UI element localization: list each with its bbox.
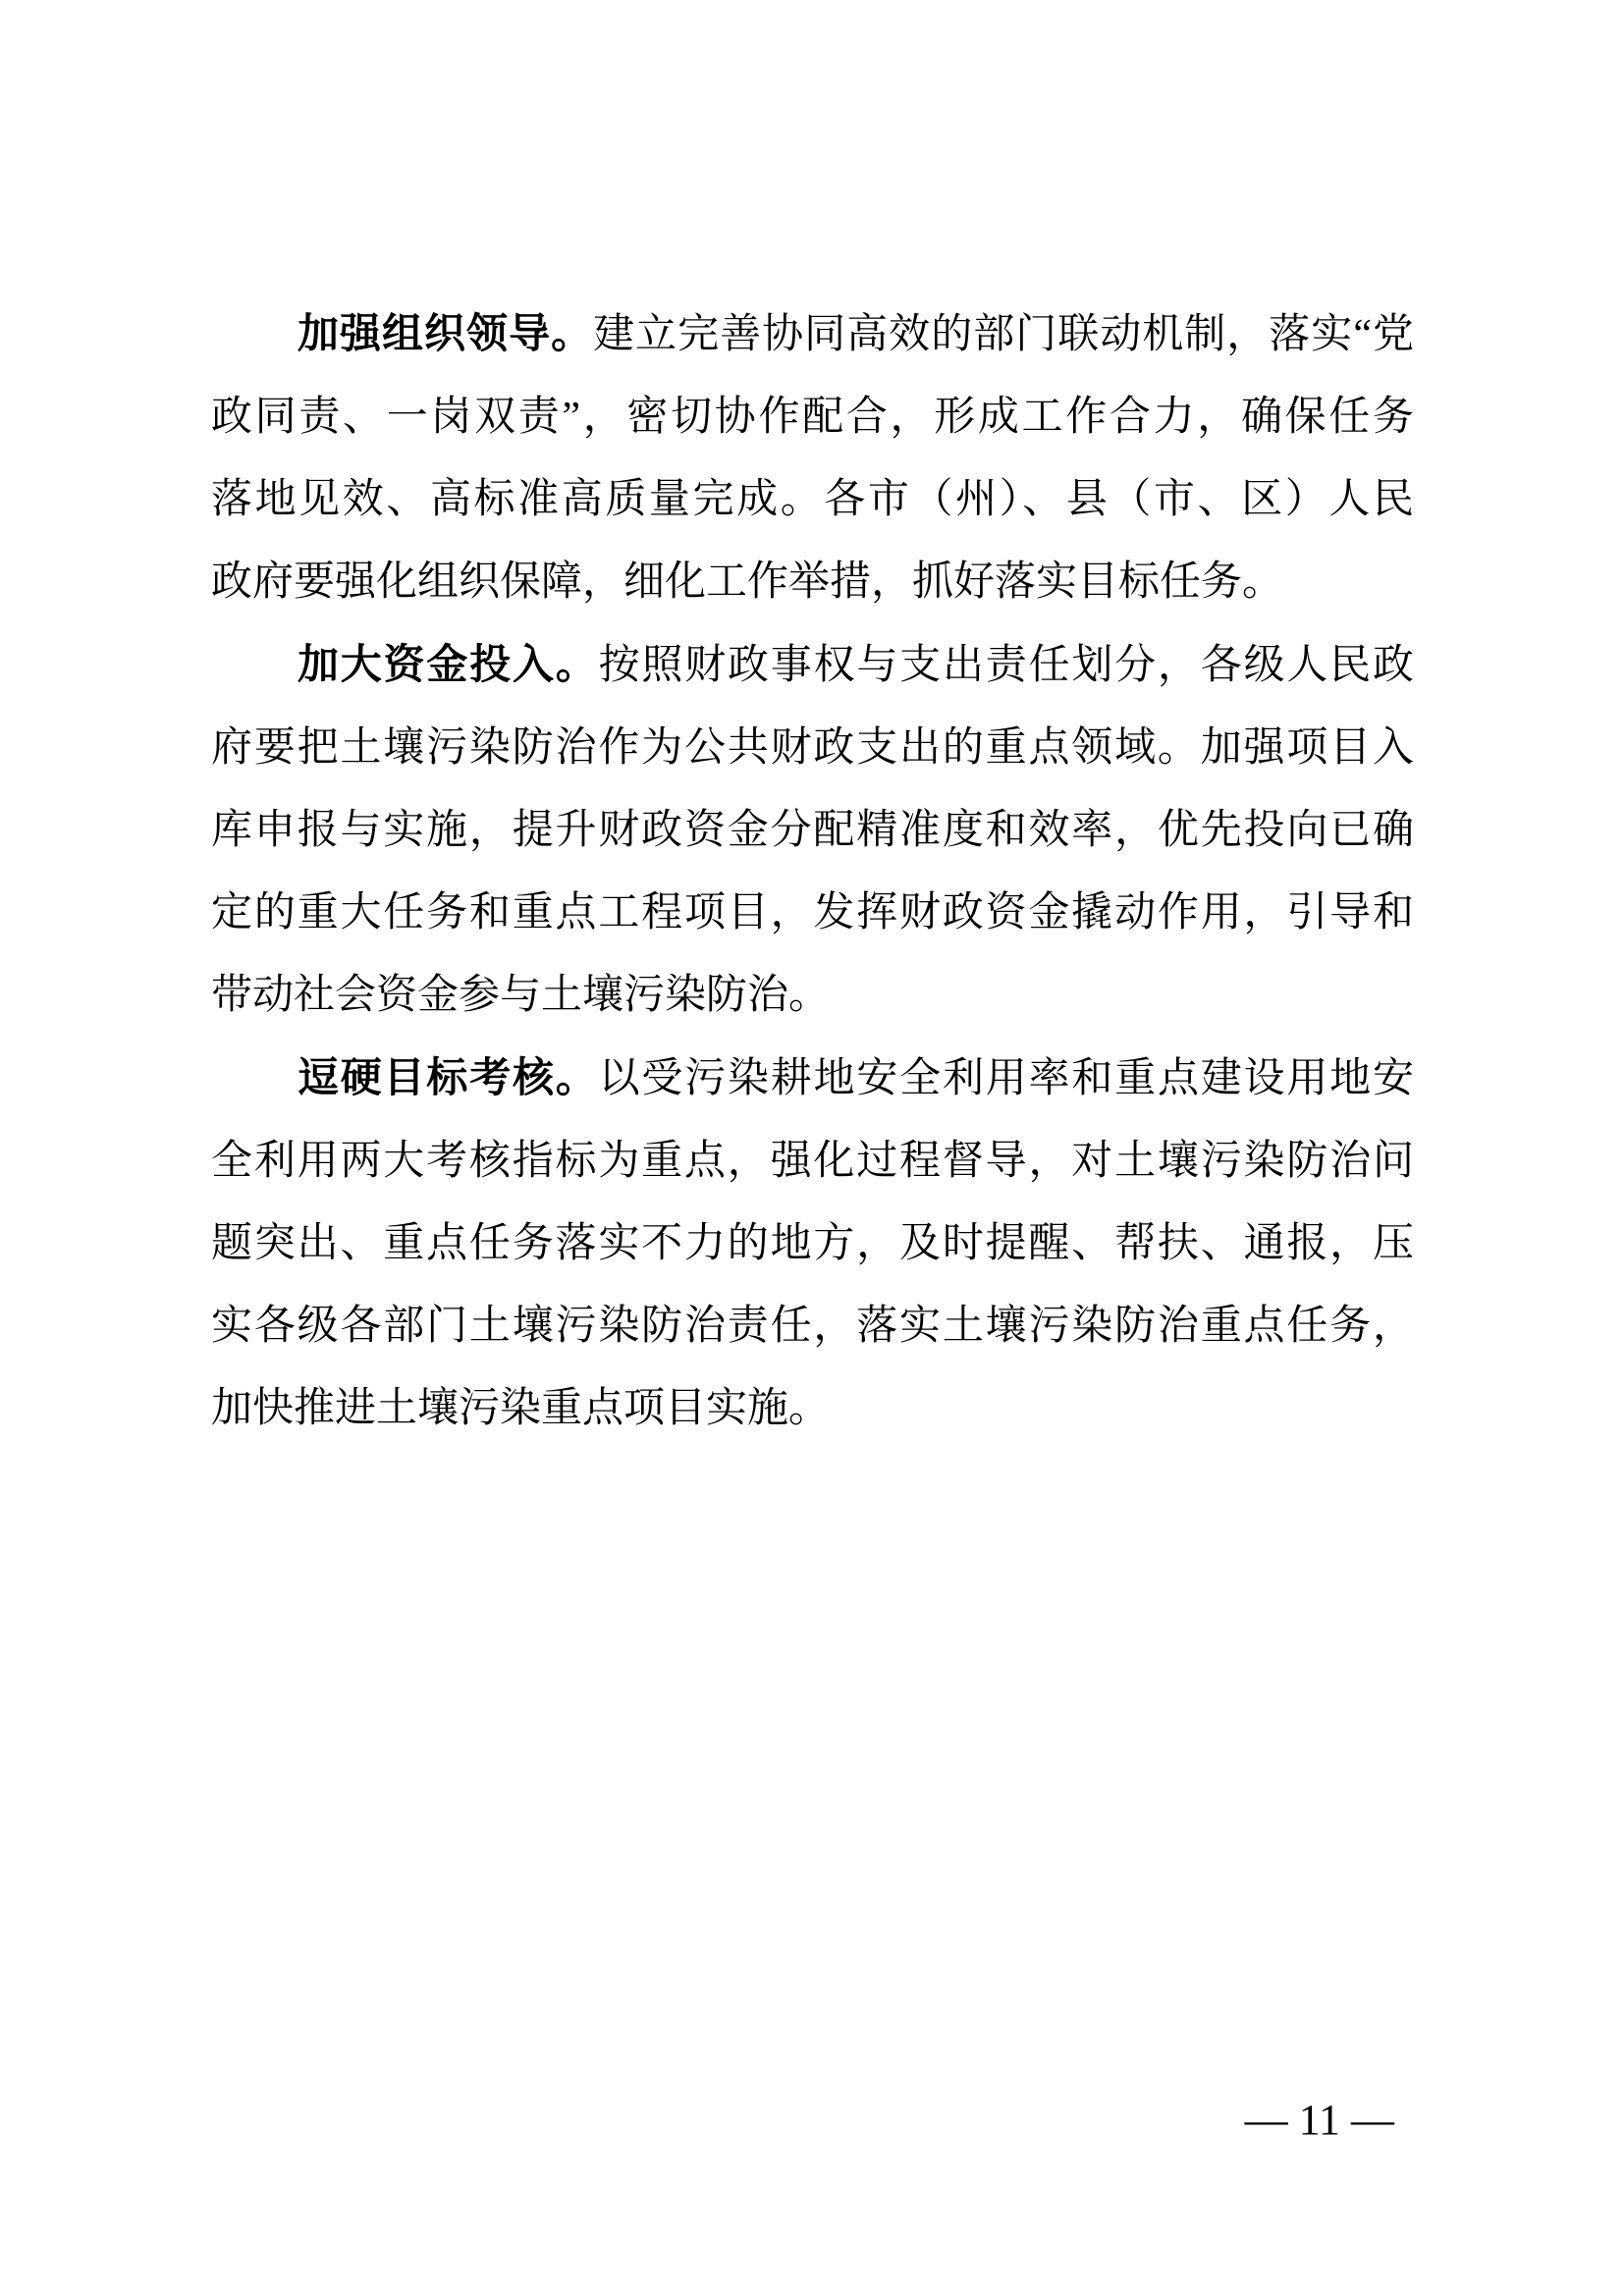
document-body (211, 293, 1414, 1450)
paragraph-increase-funding (211, 623, 1414, 1037)
paragraph-line: 加快推进土壤污染重点项目实施。 (211, 1386, 831, 1431)
paragraph-text: 按照财政事权与支出责任划分，各级人民政 (598, 643, 1414, 688)
paragraph-line: 实各级各部门土壤污染防治责任，落实土壤污染防治重点任务， (211, 1304, 1414, 1349)
paragraph-line (211, 293, 1414, 376)
paragraph-target-assessment (211, 1037, 1414, 1450)
paragraph-strengthen-leadership (211, 293, 1414, 623)
paragraph-line: 政府要强化组织保障，细化工作举措，抓好落实目标任务。 (211, 560, 1284, 605)
paragraph-line: 题突出、重点任务落实不力的地方，及时提醒、帮扶、通报，压 (211, 1221, 1414, 1266)
paragraph-lead: 加强组织领导。 (298, 309, 594, 357)
paragraph-lead: 逗硬目标考核。 (298, 1053, 599, 1101)
paragraph-lead: 加大资金投入。 (298, 640, 599, 688)
paragraph-line (211, 1037, 1414, 1120)
paragraph-text: 建立完善协同高效的部门联动机制，落实“党 (593, 312, 1414, 357)
paragraph-line: 全利用两大考核指标为重点，强化过程督导，对土壤污染防治问 (211, 1139, 1414, 1184)
paragraph-line: 定的重大任务和重点工程项目，发挥财政资金撬动作用，引导和 (211, 890, 1414, 935)
paragraph-line: 政同责、一岗双责”，密切协作配合，形成工作合力，确保任务 (211, 395, 1414, 440)
paragraph-line: 落地见效、高标准高质量完成。各市（州）、县（市、区）人民 (211, 477, 1414, 522)
paragraph-line: 府要把土壤污染防治作为公共财政支出的重点领域。加强项目入 (211, 725, 1414, 771)
page-footer (1202, 2050, 1394, 2192)
paragraph-line: 库申报与实施，提升财政资金分配精准度和效率，优先投向已确 (211, 808, 1414, 853)
page-number: — 11 — (1244, 2096, 1394, 2145)
paragraph-line (211, 623, 1414, 707)
paragraph-text: 以受污染耕地安全利用率和重点建设用地安 (598, 1056, 1414, 1101)
paragraph-line: 带动社会资金参与土壤污染防治。 (211, 973, 831, 1018)
